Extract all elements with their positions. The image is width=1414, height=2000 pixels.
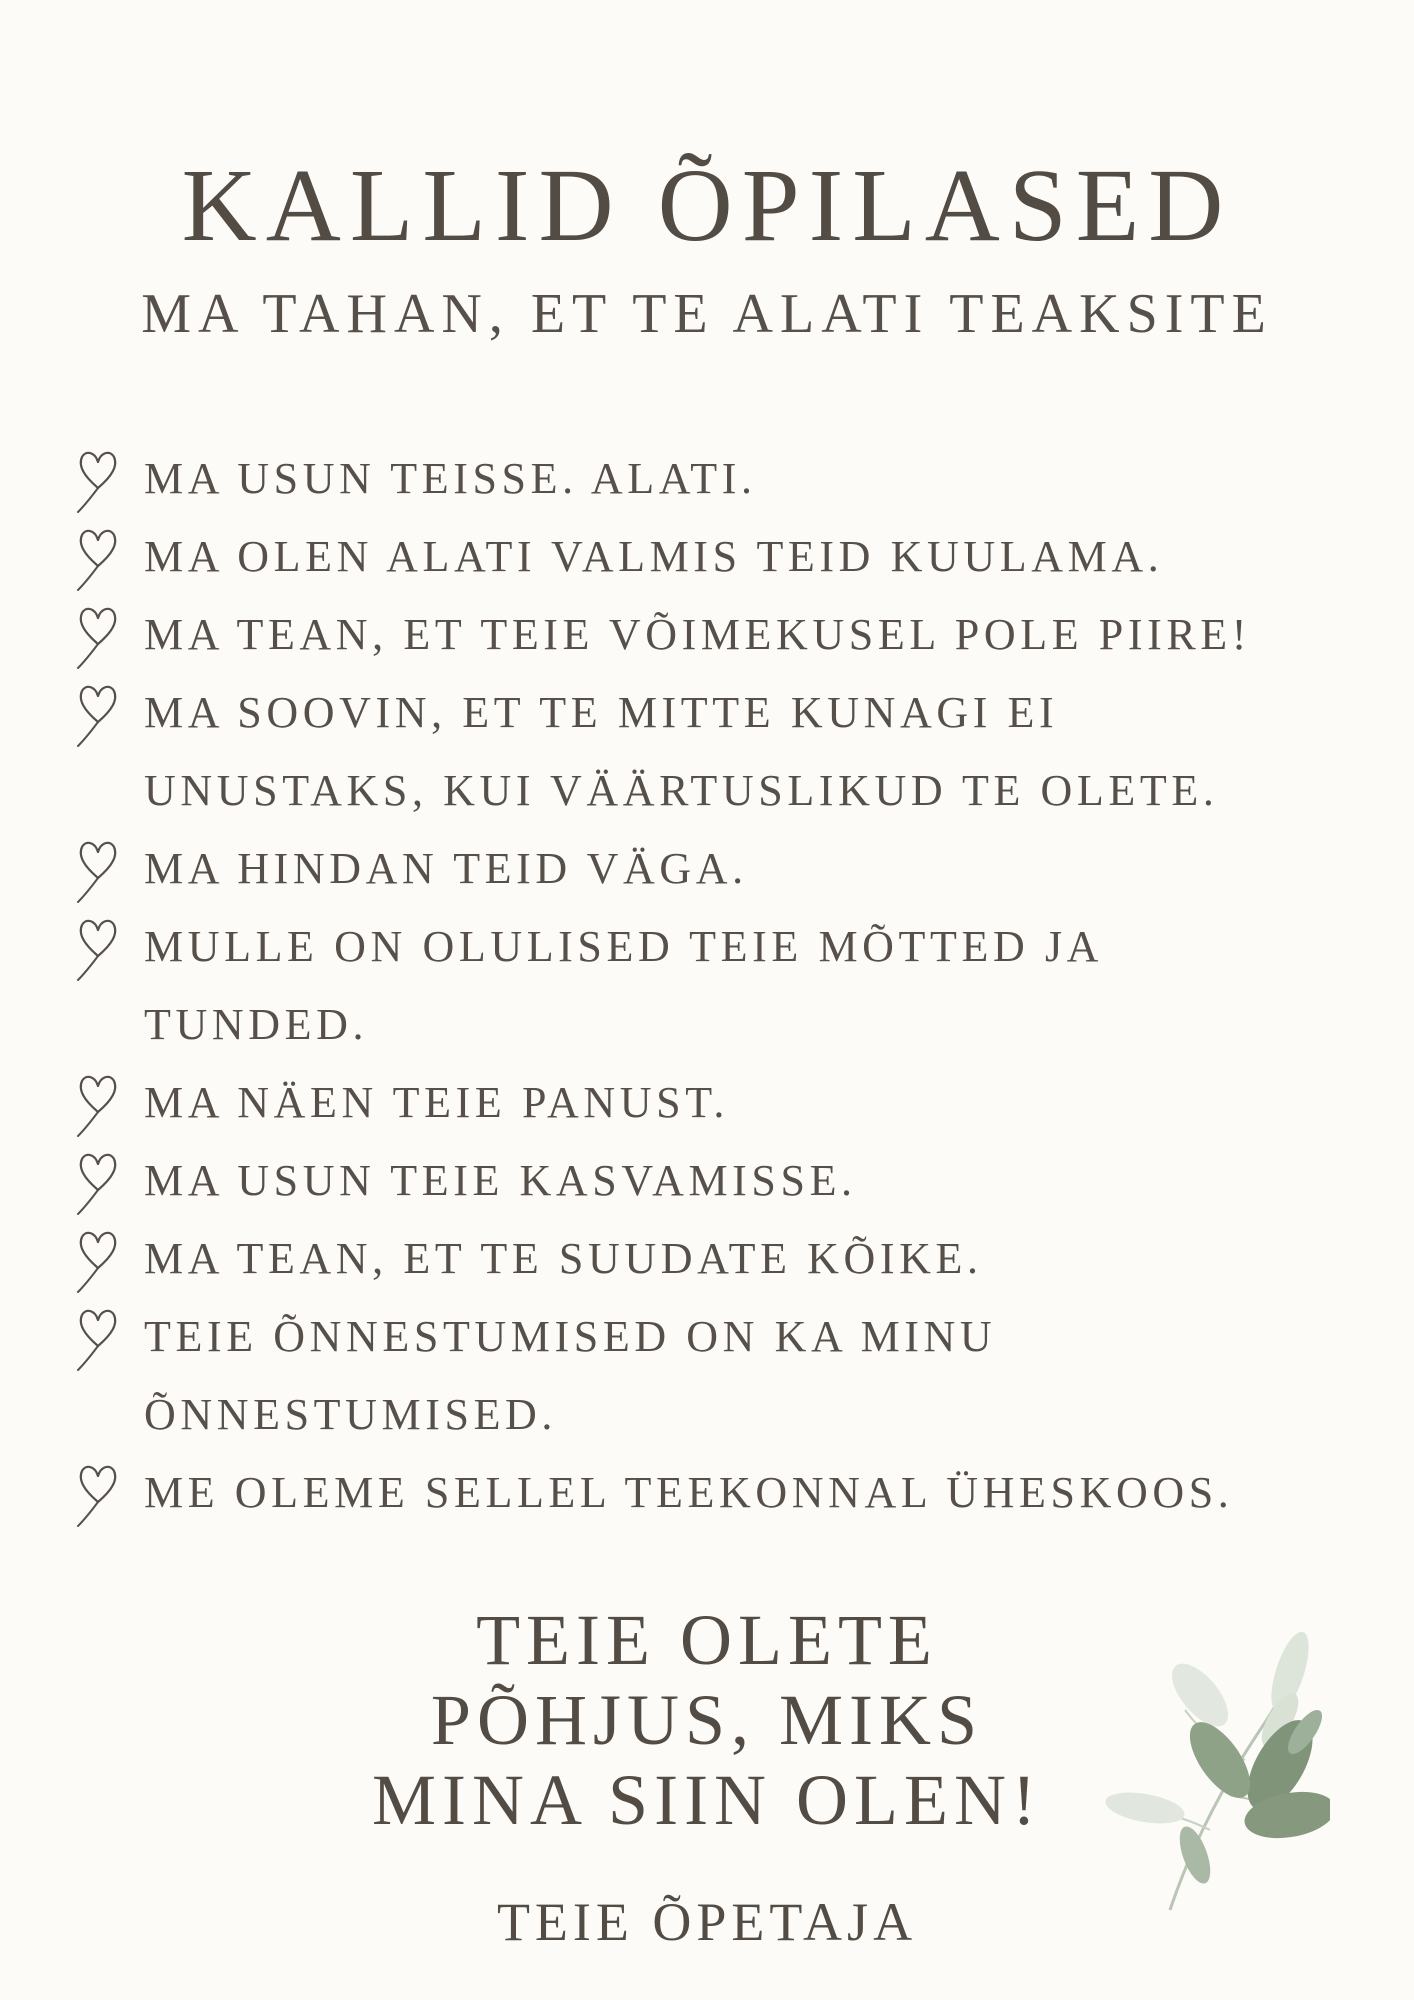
closing-line: PÕHJUS, MIKS	[430, 1680, 984, 1760]
list-item	[70, 830, 1370, 908]
list-item-text: TUNDED.	[144, 1000, 369, 1049]
list-item	[70, 440, 1370, 518]
list-item	[70, 1064, 1370, 1142]
list-item-text: MA OLEN ALATI VALMIS TEID KUULAMA.	[144, 532, 1164, 581]
list-item-text: MA USUN TEISSE. ALATI.	[144, 454, 757, 503]
list-item-text: MULLE ON OLULISED TEIE MÕTTED JA	[144, 922, 1104, 971]
closing-line: TEIE OLETE	[476, 1600, 938, 1680]
list-item-text: MA USUN TEIE KASVAMISSE.	[144, 1156, 857, 1205]
list-item	[70, 1220, 1370, 1298]
list-item	[70, 1298, 1370, 1454]
page-subtitle: MA TAHAN, ET TE ALATI TEAKSITE	[141, 283, 1273, 345]
list-item	[70, 908, 1370, 1064]
heart-icon	[76, 1072, 120, 1142]
heart-icon	[76, 1228, 120, 1298]
list-item	[70, 518, 1370, 596]
affirmation-list	[70, 440, 1370, 1532]
list-item	[70, 674, 1370, 830]
heart-icon	[76, 448, 120, 518]
heart-icon	[76, 916, 120, 986]
list-item-text: ME OLEME SELLEL TEEKONNAL ÜHESKOOS.	[144, 1468, 1234, 1517]
heart-icon	[76, 682, 120, 752]
heart-icon	[76, 604, 120, 674]
list-item	[70, 1454, 1370, 1532]
heart-icon	[76, 1462, 120, 1532]
page-title: KALLID ÕPILASED	[181, 148, 1233, 263]
list-item-text: TEIE ÕNNESTUMISED ON KA MINU	[144, 1312, 997, 1361]
heart-icon	[76, 526, 120, 596]
heart-icon	[76, 1306, 120, 1376]
list-item-text: MA TEAN, ET TE SUUDATE KÕIKE.	[144, 1234, 983, 1283]
list-item-text: MA SOOVIN, ET TE MITTE KUNAGI EI	[144, 688, 1059, 737]
heart-icon	[76, 1150, 120, 1220]
signature: TEIE ÕPETAJA	[496, 1892, 918, 1952]
list-item-text: MA TEAN, ET TEIE VÕIMEKUSEL POLE PIIRE!	[144, 610, 1252, 659]
list-item-text: UNUSTAKS, KUI VÄÄRTUSLIKUD TE OLETE.	[144, 766, 1219, 815]
list-item	[70, 1142, 1370, 1220]
list-item-text: ÕNNESTUMISED.	[144, 1390, 558, 1439]
eucalyptus-leaves-icon	[1100, 1620, 1330, 1920]
list-item-text: MA HINDAN TEID VÄGA.	[144, 844, 748, 893]
list-item	[70, 596, 1370, 674]
heart-icon	[76, 838, 120, 908]
closing-line: MINA SIIN OLEN!	[372, 1760, 1042, 1840]
list-item-text: MA NÄEN TEIE PANUST.	[144, 1078, 730, 1127]
